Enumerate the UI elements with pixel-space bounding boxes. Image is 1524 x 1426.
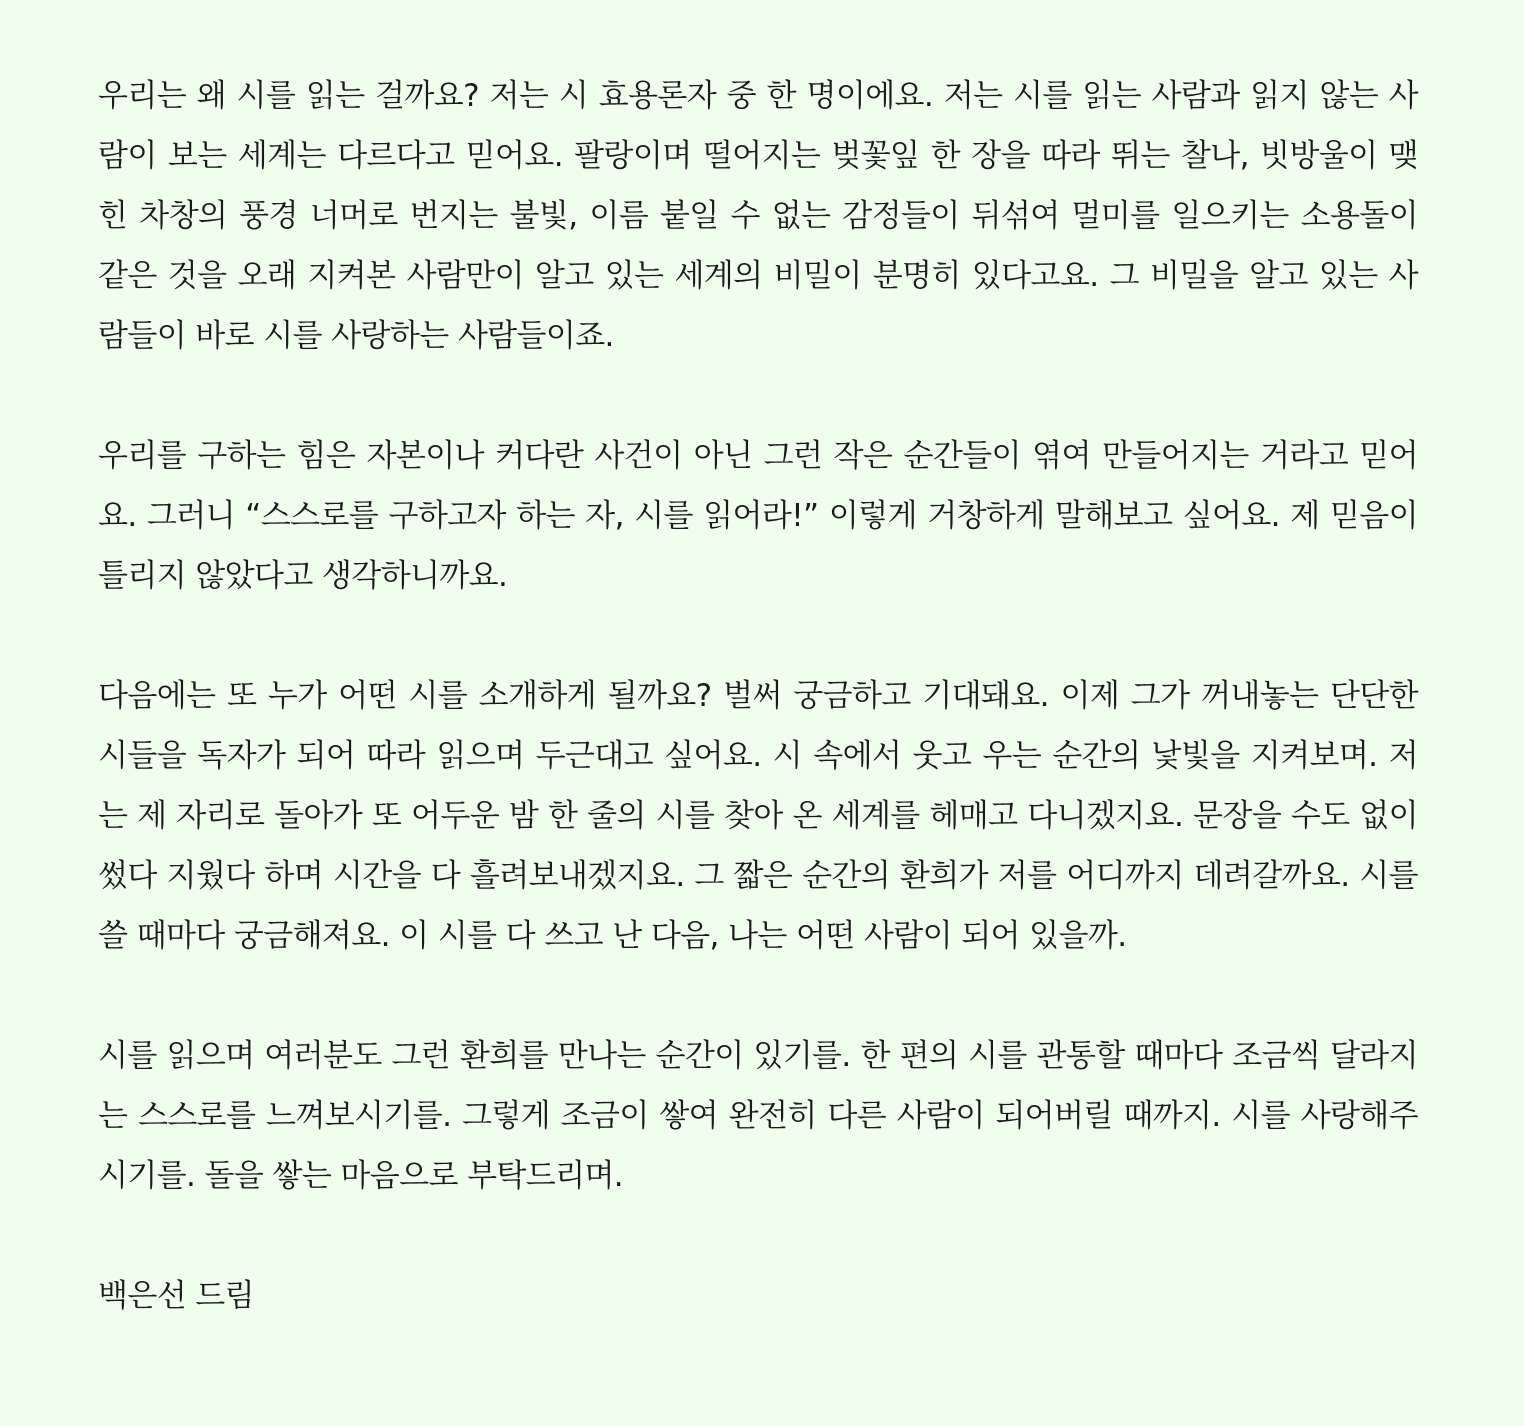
letter-body (98, 66, 1418, 1326)
paragraph-3: 다음에는 또 누가 어떤 시를 소개하게 될까요? 벌써 궁금하고 기대돼요. 이제 그가 꺼내놓는 단단한 시들을 독자가 되어 따라 읽으며 두근대고 싶어요. 시 속에서 웃고 우는 순간의 낯빛을 지켜보며. 저는 제 자리로 돌아가 또 어두운 밤 한 줄의 시를 찾아 온 세계를 헤매고 다니겠지요. 문장을 수도 없이 썼다 지웠다 하며 시간을 다 흘려보내겠지요. 그 짧은 순간의 환희가 저를 어디까지 데려갈까요. 시를 쓸 때마다 궁금해져요. 이 시를 다 쓰고 난 다음, 나는 어떤 사람이 되어 있을까. (98, 678, 1418, 954)
paragraph-4: 시를 읽으며 여러분도 그런 환희를 만나는 순간이 있기를. 한 편의 시를 관통할 때마다 조금씩 달라지는 스스로를 느껴보시기를. 그렇게 조금이 쌓여 완전히 다른 사람이 되어버릴 때까지. 시를 사랑해주시기를. 돌을 쌓는 마음으로 부탁드리며. (98, 1038, 1418, 1194)
paragraph-2: 우리를 구하는 힘은 자본이나 커다란 사건이 아닌 그런 작은 순간들이 엮여 만들어지는 거라고 믿어요. 그러니 “스스로를 구하고자 하는 자, 시를 읽어라!” 이렇게 거창하게 말해보고 싶어요. 제 믿음이 틀리지 않았다고 생각하니까요. (98, 438, 1418, 594)
signature: 백은선 드림 (98, 1278, 254, 1314)
paragraph-1: 우리는 왜 시를 읽는 걸까요? 저는 시 효용론자 중 한 명이에요. 저는 시를 읽는 사람과 읽지 않는 사람이 보는 세계는 다르다고 믿어요. 팔랑이며 떨어지는 벚꽃잎 한 장을 따라 뛰는 찰나, 빗방울이 맺힌 차창의 풍경 너머로 번지는 불빛, 이름 붙일 수 없는 감정들이 뒤섞여 멀미를 일으키는 소용돌이 같은 것을 오래 지켜본 사람만이 알고 있는 세계의 비밀이 분명히 있다고요. 그 비밀을 알고 있는 사람들이 바로 시를 사랑하는 사람들이죠. (98, 78, 1418, 354)
